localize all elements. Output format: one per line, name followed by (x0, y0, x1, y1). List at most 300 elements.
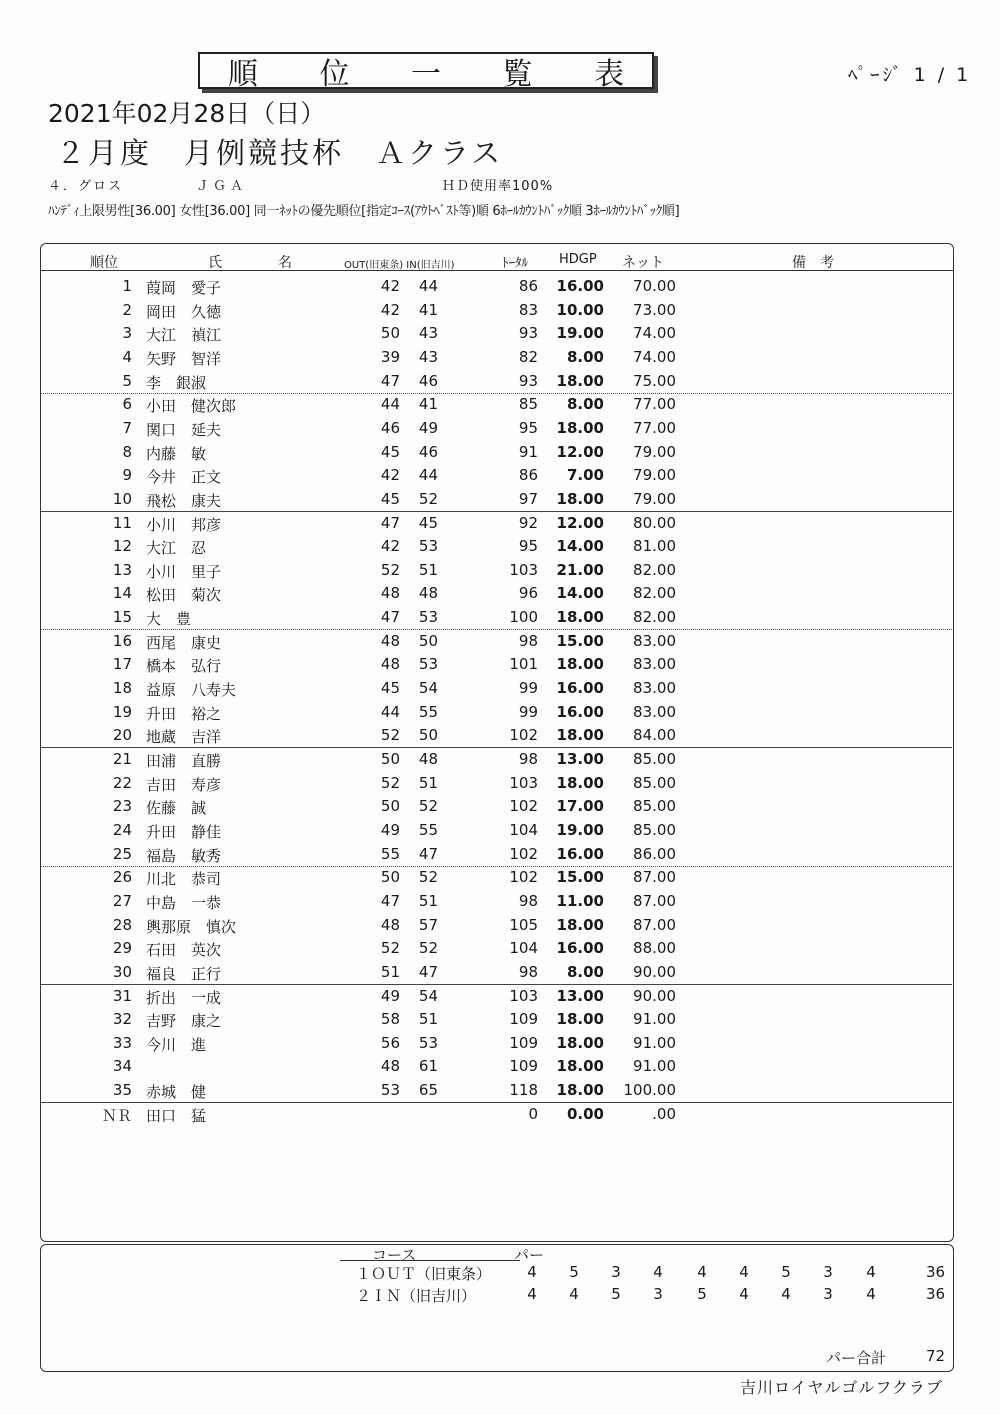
cell-net: 85.00 (633, 750, 676, 768)
cell-out: 50 (380, 750, 400, 768)
cell-rank: 3 (122, 324, 132, 343)
cell-in: 54 (418, 679, 438, 698)
cell-total: 99 (518, 702, 538, 721)
cell-out: 48 (380, 631, 400, 650)
hole-par: 5 (611, 1285, 621, 1303)
cell-net: 87.00 (633, 868, 676, 887)
cell-rank: 5 (122, 371, 132, 390)
table-row (40, 558, 952, 582)
cell-rank: 8 (122, 442, 132, 461)
table-row (40, 1054, 952, 1078)
cell-in: 55 (418, 820, 438, 839)
hole-par: 3 (823, 1263, 833, 1281)
cell-total: 104 (509, 939, 538, 958)
col-name-2: 名 (278, 255, 292, 271)
page-title: 順 位 一 覧 表 (227, 56, 651, 92)
cell-name: 中島 一恭 (146, 893, 222, 912)
cell-in: 51 (418, 773, 438, 792)
col-out-in: OUT(旧東条) IN(旧吉川) (344, 260, 455, 271)
cell-rank: 12 (112, 537, 132, 556)
cell-net: 83.00 (633, 679, 676, 698)
cell-out: 45 (380, 442, 400, 461)
cell-rank: 6 (122, 395, 132, 414)
cell-name: 岡田 久徳 (146, 302, 222, 321)
cell-net: 74.00 (633, 324, 676, 343)
cell-net: 90.00 (633, 962, 676, 981)
cell-rank: 25 (112, 844, 132, 863)
course-header-divider (340, 1260, 520, 1261)
cell-in: 53 (418, 608, 438, 627)
cell-out: 42 (380, 466, 400, 485)
cell-out: 48 (380, 655, 400, 674)
hole-par: 4 (527, 1263, 537, 1281)
cell-in: 51 (418, 891, 438, 910)
table-row (40, 794, 952, 818)
cell-hdcp: 16.00 (556, 277, 604, 295)
cell-in: 45 (418, 513, 438, 532)
table-row (40, 652, 952, 676)
cell-total: 105 (509, 915, 538, 934)
cell-in: 49 (418, 418, 438, 437)
cell-total: 95 (518, 537, 538, 556)
cell-in: 52 (418, 868, 438, 887)
cell-out: 42 (380, 537, 400, 556)
cell-out: 52 (380, 939, 400, 958)
cell-name: 飛松 康夫 (146, 491, 222, 510)
cell-in: 44 (418, 277, 438, 295)
cell-in: 43 (418, 324, 438, 343)
cell-net: 82.00 (633, 560, 676, 579)
cell-total: 86 (518, 277, 538, 295)
cell-net: 83.00 (633, 631, 676, 650)
cell-out: 45 (380, 679, 400, 698)
cell-hdcp: 18.00 (556, 1033, 604, 1052)
cell-net: 82.00 (633, 584, 676, 603)
cell-hdcp: 15.00 (556, 868, 604, 887)
cell-rank: 1 (122, 277, 132, 295)
cell-total: 98 (518, 631, 538, 650)
cell-out: 49 (380, 986, 400, 1005)
cell-name: 矢野 智洋 (146, 349, 222, 368)
cell-name: 川北 恭司 (146, 870, 222, 889)
table-row (40, 865, 952, 889)
cell-rank: 20 (112, 726, 132, 745)
col-name-1: 氏 (208, 255, 222, 271)
cell-total: 92 (518, 513, 538, 532)
cell-name: 大江 禎江 (146, 326, 222, 345)
cell-name: 李 銀淑 (146, 373, 207, 392)
cell-rank: 26 (112, 868, 132, 887)
cell-in: 52 (418, 939, 438, 958)
cell-hdcp: 8.00 (566, 347, 604, 366)
table-row (40, 889, 952, 913)
table-row (40, 936, 952, 960)
table-row (40, 723, 952, 748)
cell-net: 100.00 (623, 1081, 676, 1100)
handicap-note: ﾊﾝﾃﾞｨ上限男性[36.00] 女性[36.00] 同一ﾈｯﾄの優先順位[指定ｺｰｽ(ｱｳﾄﾍﾞｽﾄ等)順 6ﾎｰﾙｶｳﾝﾄﾊﾞｯｸ順 3ﾎｰﾙｶｳﾝﾄﾊﾞｯｸ順] (48, 204, 680, 219)
hole-par: 5 (697, 1285, 707, 1303)
format-label: ４．グロス (48, 179, 124, 194)
cell-hdcp: 16.00 (556, 679, 604, 698)
cell-in: 51 (418, 560, 438, 579)
cell-name: 吉田 寿彦 (146, 775, 222, 794)
cell-net: 80.00 (633, 513, 676, 532)
cell-name: 田浦 直勝 (146, 752, 222, 770)
table-row (40, 1007, 952, 1031)
course-name: １ＯＵＴ（旧東条） (356, 1265, 492, 1283)
cell-rank: 31 (112, 986, 132, 1005)
cell-rank: 7 (122, 418, 132, 437)
cell-out: 47 (380, 608, 400, 627)
cell-hdcp: 12.00 (556, 513, 604, 532)
cell-rank: 28 (112, 915, 132, 934)
cell-out: 50 (380, 324, 400, 343)
cell-in: 46 (418, 371, 438, 390)
cell-total: 109 (509, 1057, 538, 1076)
cell-total: 103 (509, 773, 538, 792)
cell-out: 52 (380, 773, 400, 792)
cell-hdcp: 18.00 (556, 1057, 604, 1076)
cell-rank: 24 (112, 820, 132, 839)
cell-in: 50 (418, 726, 438, 745)
cell-name: 小川 邦彦 (146, 515, 222, 534)
cell-total: 109 (509, 1033, 538, 1052)
cell-net: 75.00 (633, 371, 676, 390)
cell-hdcp: 0.00 (566, 1104, 604, 1123)
cell-net: 90.00 (633, 986, 676, 1005)
table-row (40, 818, 952, 842)
cell-total: 83 (518, 300, 538, 319)
table-row (40, 274, 952, 298)
hole-par: 4 (739, 1263, 749, 1281)
hole-par: 4 (697, 1263, 707, 1281)
cell-rank: 18 (112, 679, 132, 698)
cell-name: 大 豊 (146, 610, 192, 629)
cell-hdcp: 7.00 (566, 466, 604, 485)
cell-hdcp: 16.00 (556, 844, 604, 863)
hole-par: 4 (781, 1285, 791, 1303)
cell-net: 70.00 (633, 277, 676, 295)
table-row (40, 511, 952, 535)
cell-rank: 22 (112, 773, 132, 792)
cell-in: 53 (418, 537, 438, 556)
cell-rank: 33 (112, 1033, 132, 1052)
table-row (40, 700, 952, 724)
cell-rank: 34 (112, 1057, 132, 1076)
cell-net: 88.00 (633, 939, 676, 958)
cell-net: 85.00 (633, 820, 676, 839)
cell-total: 97 (518, 489, 538, 508)
cell-hdcp: 18.00 (556, 1081, 604, 1100)
cell-rank: 2 (122, 300, 132, 319)
cell-out: 47 (380, 513, 400, 532)
cell-hdcp: 18.00 (556, 1010, 604, 1029)
cell-hdcp: 16.00 (556, 939, 604, 958)
cell-net: 87.00 (633, 915, 676, 934)
cell-total: 82 (518, 347, 538, 366)
hole-par: 3 (653, 1285, 663, 1303)
cell-out: 45 (380, 489, 400, 508)
cell-in: 43 (418, 347, 438, 366)
cell-total: 109 (509, 1010, 538, 1029)
cell-in: 52 (418, 797, 438, 816)
cell-name: 折出 一成 (146, 988, 222, 1007)
cell-in: 51 (418, 1010, 438, 1029)
cell-in: 61 (418, 1057, 438, 1076)
cell-out: 52 (380, 726, 400, 745)
cell-out: 44 (380, 702, 400, 721)
cell-hdcp: 21.00 (556, 560, 604, 579)
cell-name: 升田 静佳 (146, 822, 222, 841)
cell-hdcp: 17.00 (556, 797, 604, 816)
page-number: 1 / 1 (913, 64, 972, 86)
cell-rank: 16 (112, 631, 132, 650)
cell-rank: 35 (112, 1081, 132, 1100)
cell-in: 47 (418, 962, 438, 981)
cell-net: 87.00 (633, 891, 676, 910)
hole-par: 4 (866, 1285, 876, 1303)
cell-net: 79.00 (633, 466, 676, 485)
cell-rank: 19 (112, 702, 132, 721)
table-row (40, 771, 952, 795)
cell-name: 大江 忍 (146, 539, 207, 558)
cell-hdcp: 18.00 (556, 726, 604, 745)
table-row (40, 1031, 952, 1055)
cell-hdcp: 18.00 (556, 371, 604, 390)
cell-total: 104 (509, 820, 538, 839)
cell-out: 50 (380, 797, 400, 816)
cell-name: 小川 里子 (146, 562, 222, 581)
cell-name: 益原 八寿夫 (146, 681, 237, 700)
cell-hdcp: 18.00 (556, 608, 604, 627)
table-row (40, 913, 952, 937)
cell-hdcp: 10.00 (556, 300, 604, 319)
cell-rank: 15 (112, 608, 132, 627)
competition-title: ２月度 月例競技杯 Ａクラス (56, 136, 504, 170)
col-total: ﾄｰﾀﾙ (502, 256, 528, 271)
cell-rank: 21 (112, 750, 132, 768)
table-row (40, 487, 952, 512)
table-row (40, 345, 952, 369)
cell-hdcp: 18.00 (556, 655, 604, 674)
cell-net: 91.00 (633, 1010, 676, 1029)
cell-net: 83.00 (633, 702, 676, 721)
cell-rank: 27 (112, 891, 132, 910)
cell-net: 82.00 (633, 608, 676, 627)
cell-in: 48 (418, 750, 438, 768)
table-row (40, 1102, 952, 1126)
table-row (40, 463, 952, 487)
table-row (40, 1078, 952, 1103)
cell-rank: 14 (112, 584, 132, 603)
table-row (40, 392, 952, 416)
hole-par: 4 (569, 1285, 579, 1303)
cell-name: 葭岡 愛子 (146, 279, 222, 297)
cell-total: 95 (518, 418, 538, 437)
table-row (40, 629, 952, 653)
cell-hdcp: 16.00 (556, 702, 604, 721)
cell-in: 44 (418, 466, 438, 485)
cell-name: 石田 英次 (146, 941, 222, 960)
cell-name: 佐藤 誠 (146, 799, 207, 818)
cell-hdcp: 19.00 (556, 820, 604, 839)
course-name: ２ＩＮ（旧吉川） (356, 1287, 477, 1305)
par-label: パー (514, 1246, 545, 1264)
cell-name: 今川 進 (146, 1035, 207, 1054)
cell-hdcp: 15.00 (556, 631, 604, 650)
cell-net: 77.00 (633, 395, 676, 414)
table-row (40, 960, 952, 985)
cell-rank: 32 (112, 1010, 132, 1029)
cell-name: 升田 裕之 (146, 704, 222, 723)
cell-name: 関口 延夫 (146, 420, 222, 439)
cell-net: 86.00 (633, 844, 676, 863)
cell-total: 85 (518, 395, 538, 414)
course-label: コース (372, 1246, 417, 1264)
cell-total: 102 (509, 797, 538, 816)
cell-rank: 17 (112, 655, 132, 674)
hole-par: 4 (527, 1285, 537, 1303)
cell-net: .00 (652, 1104, 676, 1123)
cell-net: 85.00 (633, 773, 676, 792)
cell-net: 91.00 (633, 1057, 676, 1076)
cell-hdcp: 14.00 (556, 584, 604, 603)
cell-out: 48 (380, 1057, 400, 1076)
cell-net: 83.00 (633, 655, 676, 674)
cell-out: 48 (380, 584, 400, 603)
cell-hdcp: 18.00 (556, 418, 604, 437)
cell-net: 73.00 (633, 300, 676, 319)
cell-out: 50 (380, 868, 400, 887)
cell-total: 102 (509, 726, 538, 745)
cell-net: 84.00 (633, 726, 676, 745)
cell-rank: 29 (112, 939, 132, 958)
page-label: ﾍﾟｰｼﾞ (848, 64, 905, 86)
cell-name: 輿那原 慎次 (146, 917, 237, 936)
club-name: 吉川ロイヤルゴルフクラブ (740, 1378, 943, 1397)
hole-par: 5 (569, 1263, 579, 1281)
event-date: 2021年02月28日（日） (48, 99, 326, 128)
cell-in: 55 (418, 702, 438, 721)
hole-par: 4 (653, 1263, 663, 1281)
col-hdcp: HDGP (559, 252, 597, 267)
cell-rank: 23 (112, 797, 132, 816)
table-row (40, 440, 952, 464)
cell-in: 50 (418, 631, 438, 650)
cell-hdcp: 19.00 (556, 324, 604, 343)
cell-in: 54 (418, 986, 438, 1005)
cell-hdcp: 13.00 (556, 750, 604, 768)
cell-hdcp: 11.00 (556, 891, 604, 910)
cell-total: 0 (528, 1104, 538, 1123)
table-row (40, 369, 952, 394)
hole-par: 4 (866, 1263, 876, 1281)
cell-total: 100 (509, 608, 538, 627)
cell-total: 118 (509, 1081, 538, 1100)
cell-name: 赤城 健 (146, 1083, 207, 1102)
cell-hdcp: 18.00 (556, 915, 604, 934)
cell-out: 51 (380, 962, 400, 981)
cell-total: 98 (518, 962, 538, 981)
cell-total: 93 (518, 324, 538, 343)
cell-total: 101 (509, 655, 538, 674)
cell-total: 99 (518, 679, 538, 698)
cell-total: 96 (518, 584, 538, 603)
cell-net: 85.00 (633, 797, 676, 816)
course-total: 36 (926, 1285, 946, 1303)
par-total-label: パー合計 (826, 1349, 887, 1367)
cell-out: 42 (380, 277, 400, 295)
cell-name: 福島 敏秀 (146, 846, 222, 865)
cell-name: 地蔵 吉洋 (146, 728, 222, 747)
cell-rank: 4 (122, 347, 132, 366)
cell-in: 41 (418, 395, 438, 414)
cell-in: 57 (418, 915, 438, 934)
par-total-value: 72 (926, 1347, 946, 1365)
hd-usage-label: ＨＤ使用率100% (442, 179, 554, 194)
cell-net: 79.00 (633, 442, 676, 461)
cell-total: 86 (518, 466, 538, 485)
course-panel (40, 1244, 954, 1372)
table-row (40, 321, 952, 345)
cell-in: 53 (418, 655, 438, 674)
cell-net: 79.00 (633, 489, 676, 508)
cell-rank: ＮＲ (101, 1106, 132, 1125)
cell-in: 48 (418, 584, 438, 603)
cell-in: 52 (418, 489, 438, 508)
table-row (40, 842, 952, 867)
cell-total: 103 (509, 986, 538, 1005)
rule-label: ＪＧＡ (196, 179, 248, 194)
cell-rank: 10 (112, 489, 132, 508)
hole-par: 4 (739, 1285, 749, 1303)
cell-name: 田口 猛 (146, 1106, 207, 1125)
cell-out: 53 (380, 1081, 400, 1100)
cell-out: 55 (380, 844, 400, 863)
cell-hdcp: 18.00 (556, 489, 604, 508)
cell-name: 小田 健次郎 (146, 397, 237, 416)
cell-out: 56 (380, 1033, 400, 1052)
table-row (40, 298, 952, 322)
cell-name: 内藤 敏 (146, 444, 207, 463)
cell-out: 52 (380, 560, 400, 579)
cell-total: 102 (509, 868, 538, 887)
col-rank: 順位 (90, 255, 118, 271)
cell-in: 65 (418, 1081, 438, 1100)
col-net: ネット (622, 255, 664, 271)
cell-total: 103 (509, 560, 538, 579)
cell-rank: 11 (112, 513, 132, 532)
cell-hdcp: 8.00 (566, 395, 604, 414)
cell-hdcp: 12.00 (556, 442, 604, 461)
cell-hdcp: 18.00 (556, 773, 604, 792)
table-row (40, 747, 952, 771)
cell-in: 46 (418, 442, 438, 461)
table-row (40, 534, 952, 558)
cell-net: 77.00 (633, 418, 676, 437)
cell-name: 福良 正行 (146, 964, 222, 983)
cell-net: 91.00 (633, 1033, 676, 1052)
title-box (198, 52, 654, 92)
cell-net: 81.00 (633, 537, 676, 556)
cell-out: 47 (380, 371, 400, 390)
cell-name: 松田 菊次 (146, 586, 222, 605)
cell-out: 47 (380, 891, 400, 910)
table-row (40, 416, 952, 440)
cell-in: 41 (418, 300, 438, 319)
cell-rank: 9 (122, 466, 132, 485)
page-info (848, 60, 971, 87)
